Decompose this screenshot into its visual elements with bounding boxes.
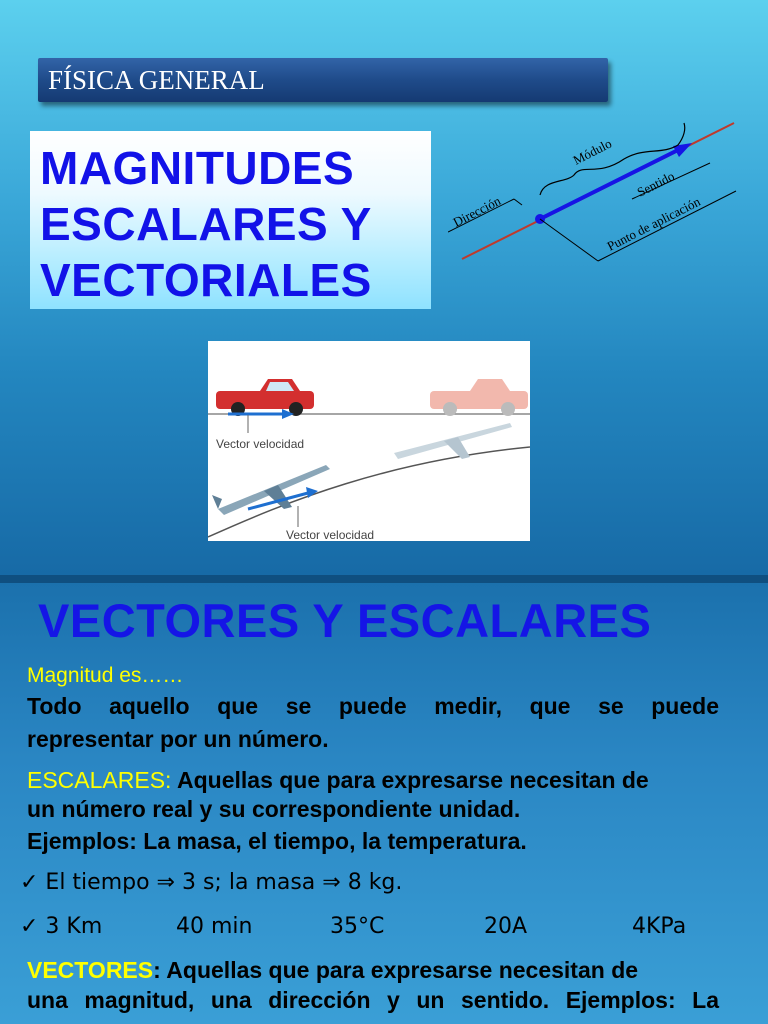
definition-line-1: Todo aquello que se puede medir, que se puede [27, 693, 719, 719]
faded-airplane-icon [394, 423, 512, 459]
bullet-example-2-item-1: ✓ 3 Km [20, 914, 103, 939]
slide-divider [0, 575, 768, 583]
faded-truck-icon [430, 379, 528, 416]
escalares-text: Aquellas que para expresarse necesitan de [177, 767, 649, 793]
definition-line-2: representar por un número. [27, 726, 329, 752]
photo-label-top: Vector velocidad [216, 437, 305, 451]
vectores-text: : Aquellas que para expresarse necesitan de [153, 957, 639, 983]
vectores-line-1 [27, 957, 638, 984]
ejemplos-line: Ejemplos: La masa, el tiempo, la temperatura. [27, 828, 527, 854]
vector-diagram [448, 115, 738, 270]
label-direccion: Dirección [450, 193, 504, 230]
course-banner [38, 58, 608, 102]
bullet-example-2-item-5: 4KPa [632, 914, 687, 939]
bullet-example-2-item-4: 20A [484, 914, 528, 939]
escalares-line-1 [27, 767, 649, 794]
vectores-line-2: una magnitud, una dirección y un sentido. Ejemplos: La [27, 987, 719, 1013]
label-sentido: Sentido [634, 168, 677, 200]
bullet-example-2-item-2: 40 min [176, 914, 253, 939]
photo-label-bottom: Vector velocidad [286, 528, 375, 541]
title-line-2: ESCALARES Y [40, 198, 372, 250]
course-banner-text: FÍSICA GENERAL [48, 65, 265, 95]
title-line-3: VECTORIALES [40, 254, 372, 306]
title-box [30, 131, 431, 309]
bullet-example-2-item-3: 35°C [330, 914, 385, 939]
label-punto-aplicacion: Punto de aplicación [604, 193, 703, 254]
title-line-1: MAGNITUDES [40, 142, 355, 194]
escalares-label: ESCALARES: [27, 767, 172, 793]
red-truck-icon [216, 379, 314, 416]
slide-2-heading: VECTORES Y ESCALARES [38, 594, 652, 647]
velocity-photo [208, 341, 530, 541]
vectores-label: VECTORES [27, 957, 154, 983]
bullet-example-1: ✓ El tiempo ⇒ 3 s; la masa ⇒ 8 kg. [20, 870, 403, 895]
magnitud-label: Magnitud es…… [27, 664, 184, 687]
label-modulo: Módulo [570, 135, 615, 168]
escalares-line-2: un número real y su correspondiente unidad. [27, 796, 521, 822]
